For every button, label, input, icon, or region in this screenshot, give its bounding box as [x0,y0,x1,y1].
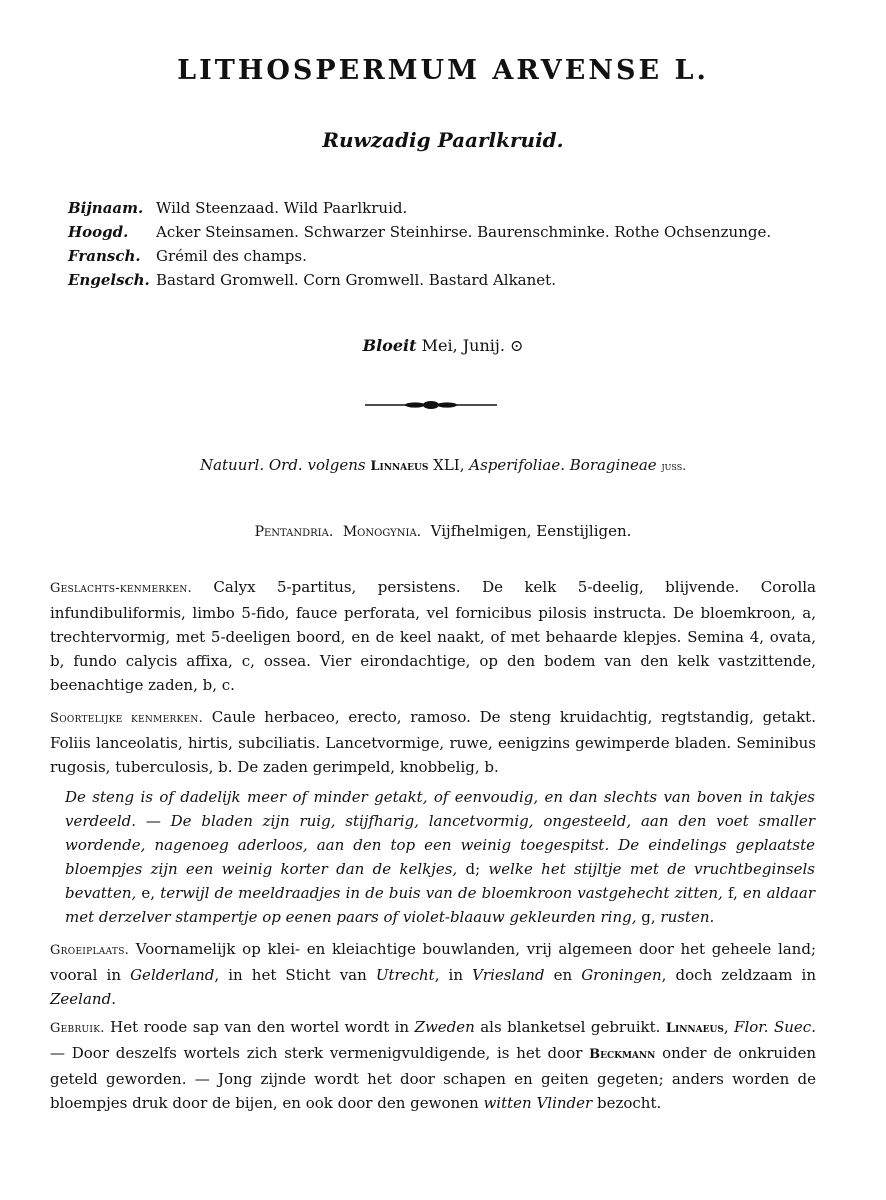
section-text: en [544,966,582,984]
figure-ref: d; [465,860,481,878]
name-label: Bijnaam. [68,199,144,217]
description-text: terwijl de meeldraadjes in de buis van de bloemkroon vastgehecht zitten, [155,884,728,902]
author-name: Linnaeus [665,1021,724,1036]
figure-ref: f, [727,884,738,902]
page-subtitle: Ruwzadig Paarlkruid. [322,128,564,152]
section-heading: Soortelijke kenmerken. [50,711,204,726]
flowering-months: Mei, Junij. [421,336,505,355]
section-text: onder de onkruiden geteld geworden. — Jong zijnde wordt het door schapen en geiten gegeten; anders worden de bloempjes druk door de bijen, en ook door den gewonen [50,1044,816,1112]
name-row-hoogd [68,220,848,244]
section-text: Calyx 5-partitus, persistens. De kelk 5-deelig, blijvende. Corolla infundibuliformis, limbo 5-fido, fauce perforata, vel fornicibus pilosis instructa. De bloemkroon, a, trechtervormig, met 5-deeligen boord, en de keel naakt, of met behaarde klepjes. Semina 4, ovata, b, fundo calycis affixa, c, ossea. Vier eirondachtige, op den bodem van den kelk vastzittende, beenachtige zaden, b, c. [50,578,816,694]
ornament-divider [365,398,497,412]
section-text: Het roode sap van den wortel wordt in [104,1018,415,1036]
name-row-bijnaam [68,196,848,220]
description-text: en aldaar met derzelver stampertje op eenen paars of violet-blaauw gekleurden ring, [65,884,815,926]
name-label: Fransch. [68,247,141,265]
section-text: — Door deszelfs wortels zich sterk vermenigvuldigende, is het door [50,1044,590,1062]
page-title: LITHOSPERMUM ARVENSE L. [177,55,709,86]
classification-line [0,522,886,540]
family-names: Asperifoliae. Boragineae [469,456,662,474]
flowering-line [0,336,886,355]
name-value: Bastard Gromwell. Corn Gromwell. Bastard Alkanet. [156,271,556,289]
description-text: welke het stijltje met de vruchtbeginsels bevatten, [65,860,815,902]
order-name: Monogynia. [342,524,422,540]
natural-order-text: Natuurl. Ord. volgens [199,456,371,474]
book-title: Flor. Suec. [734,1018,816,1036]
annual-symbol: ⊙ [510,336,524,355]
section-text: , in het Sticht van [214,966,376,984]
section-text: Caule herbaceo, erecto, ramoso. De steng kruidachtig, regtstandig, getakt. Foliis lanceolatis, hirtis, subciliatis. Lancetvormige, ruwe, eenigzins gewimperde bladen. Seminibus rugosis, tuberculosis, b. De zaden gerimpeld, knobbelig, b. [50,708,816,776]
description-text: rusten. [655,908,715,926]
figure-ref: e, [141,884,156,902]
jussieu-name: juss. [661,459,687,473]
name-value: Acker Steinsamen. Schwarzer Steinhirse. Baurenschminke. Rothe Ochsenzunge. [156,223,772,241]
species-characters-paragraph [50,705,816,779]
figure-ref: g, [641,908,656,926]
natural-order-line [0,456,886,474]
place-name: Groningen [581,966,662,984]
name-row-fransch [68,244,848,268]
place-name: Vriesland [472,966,545,984]
section-text: , [723,1018,735,1036]
section-text: bezocht. [592,1094,662,1112]
name-label: Hoogd. [68,223,129,241]
place-name: Zeeland [50,990,112,1008]
place-name: Utrecht [375,966,435,984]
name-label: Engelsch. [68,271,150,289]
description-text: De steng is of dadelijk meer of minder getakt, of eenvoudig, en dan slechts van boven in takjes verdeeld. — De bladen zijn ruig, stijfharig, lancetvormig, ongesteeld, aan den voet smaller wordende, nagenoeg aderloos, aan den top een weinig toegespitst. De eindelings geplaatste bloempjes zijn een weinig korter dan de kelkjes, [65,788,815,878]
name-value: Wild Steenzaad. Wild Paarlkruid. [156,199,408,217]
name-value: Grémil des champs. [156,247,307,265]
section-text: . [111,990,116,1008]
habitat-paragraph [50,937,816,1011]
class-name: Pentandria. [254,524,334,540]
section-text: als blanketsel gebruikt. [474,1018,666,1036]
name-row-engelsch [68,268,848,292]
author-name: Beckmann [589,1047,656,1062]
section-text: Voornamelijk op klei- en kleiachtige bouwlanden, vrij algemeen door het geheele land; vooral in [50,940,816,984]
place-name: Zweden [414,1018,475,1036]
common-names [68,196,848,292]
description-paragraph [65,785,815,929]
section-heading: Geslachts-kenmerken. [50,581,192,596]
linnaeus-name: Linnaeus [370,459,429,474]
place-name: Gelderland [130,966,215,984]
section-text: , doch zeldzaam in [661,966,817,984]
dutch-classification: Vijfhelmigen, Eenstijligen. [430,522,632,540]
insect-name: witten Vlinder [483,1094,593,1112]
order-number: XLI, [428,456,470,474]
genus-characters-paragraph [50,575,816,697]
usage-paragraph [50,1015,816,1115]
flowering-label: Bloeit [362,336,417,355]
section-text: , in [434,966,473,984]
section-heading: Gebruik. [50,1021,105,1036]
section-heading: Groeiplaats. [50,943,130,958]
